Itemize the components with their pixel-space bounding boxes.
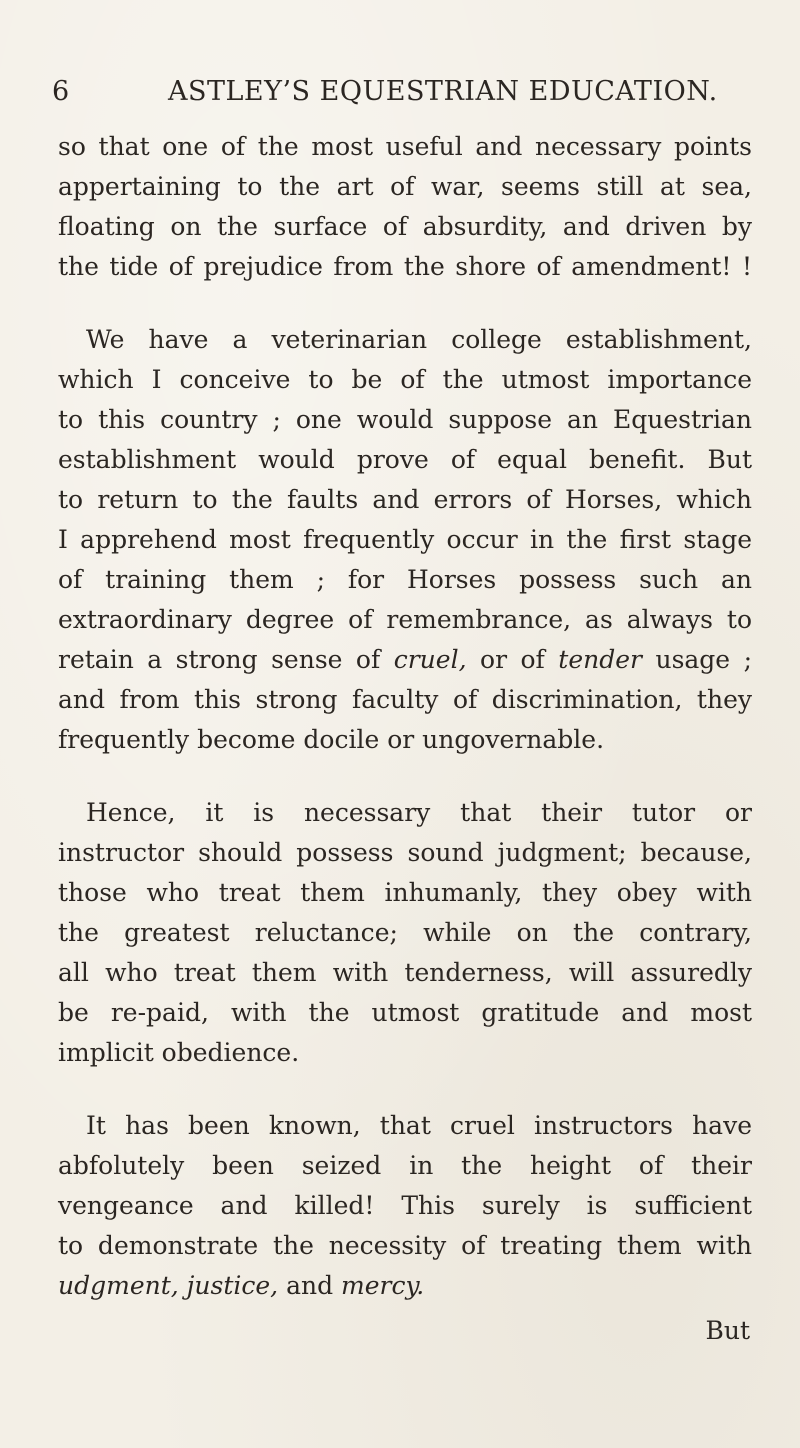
text-run: retain a strong sense of <box>58 645 381 674</box>
italic-word: tender <box>558 645 642 674</box>
text-line: those who treat them inhumanly, they obey with <box>58 878 752 907</box>
text-line <box>58 1266 752 1306</box>
text-line: so that one of the most useful and necessary points <box>58 132 752 161</box>
running-title: ASTLEY’S EQUESTRIAN EDUCATION. <box>168 76 718 107</box>
text-line: appertaining to the art of war, seems still at sea, <box>58 172 752 201</box>
text-run: usage ; <box>655 645 753 674</box>
text-line: It has been known, that cruel instructors have <box>86 1111 752 1140</box>
text-line: to demonstrate the necessity of treating them with <box>58 1231 752 1260</box>
italic-word: justice, <box>186 1271 279 1300</box>
text-line: I apprehend most frequently occur in the first stage <box>58 525 752 554</box>
text-line: vengeance and killed! This surely is sufficient <box>58 1191 752 1220</box>
text-line <box>58 640 752 680</box>
page-number: 6 <box>52 76 70 107</box>
text-line: frequently become docile or ungovernable. <box>58 725 605 754</box>
text-line: and from this strong faculty of discrimination, they <box>58 685 752 714</box>
text-line: which I conceive to be of the utmost importance <box>58 365 752 394</box>
text-run: and <box>286 1271 334 1300</box>
text-line: establishment would prove of equal benefit. But <box>58 445 752 474</box>
running-header <box>50 76 750 116</box>
text-line: to this country ; one would suppose an Equestrian <box>58 405 752 434</box>
text-line: extraordinary degree of remembrance, as always to <box>58 605 752 634</box>
body-text <box>58 127 752 1306</box>
italic-word: cruel, <box>393 645 467 674</box>
text-line: Hence, it is necessary that their tutor or <box>86 798 752 827</box>
text-line: all who treat them with tenderness, will assuredly <box>58 958 752 987</box>
italic-word: udgment, <box>58 1271 179 1300</box>
text-line: instructor should possess sound judgment; because, <box>58 838 752 867</box>
text-run: or of <box>480 645 545 674</box>
text-line: We have a veterinarian college establishment, <box>86 325 752 354</box>
text-line: floating on the surface of absurdity, and driven by <box>58 212 752 241</box>
text-line: implicit obedience. <box>58 1038 300 1067</box>
paragraph-4 <box>58 1106 752 1306</box>
text-line: the tide of prejudice from the shore of amendment! ! <box>58 252 752 281</box>
text-line: be re-paid, with the utmost gratitude and most <box>58 998 752 1027</box>
text-line: of training them ; for Horses possess such an <box>58 565 752 594</box>
paragraph-2 <box>58 320 752 760</box>
text-line: to return to the faults and errors of Horses, which <box>58 485 752 514</box>
text-line: the greatest reluctance; while on the contrary, <box>58 918 752 947</box>
catchword: But <box>705 1316 750 1345</box>
text-line: abfolutely been seized in the height of their <box>58 1151 752 1180</box>
paragraph-1 <box>58 127 752 287</box>
paragraph-3 <box>58 793 752 1073</box>
italic-word: mercy. <box>341 1271 425 1300</box>
